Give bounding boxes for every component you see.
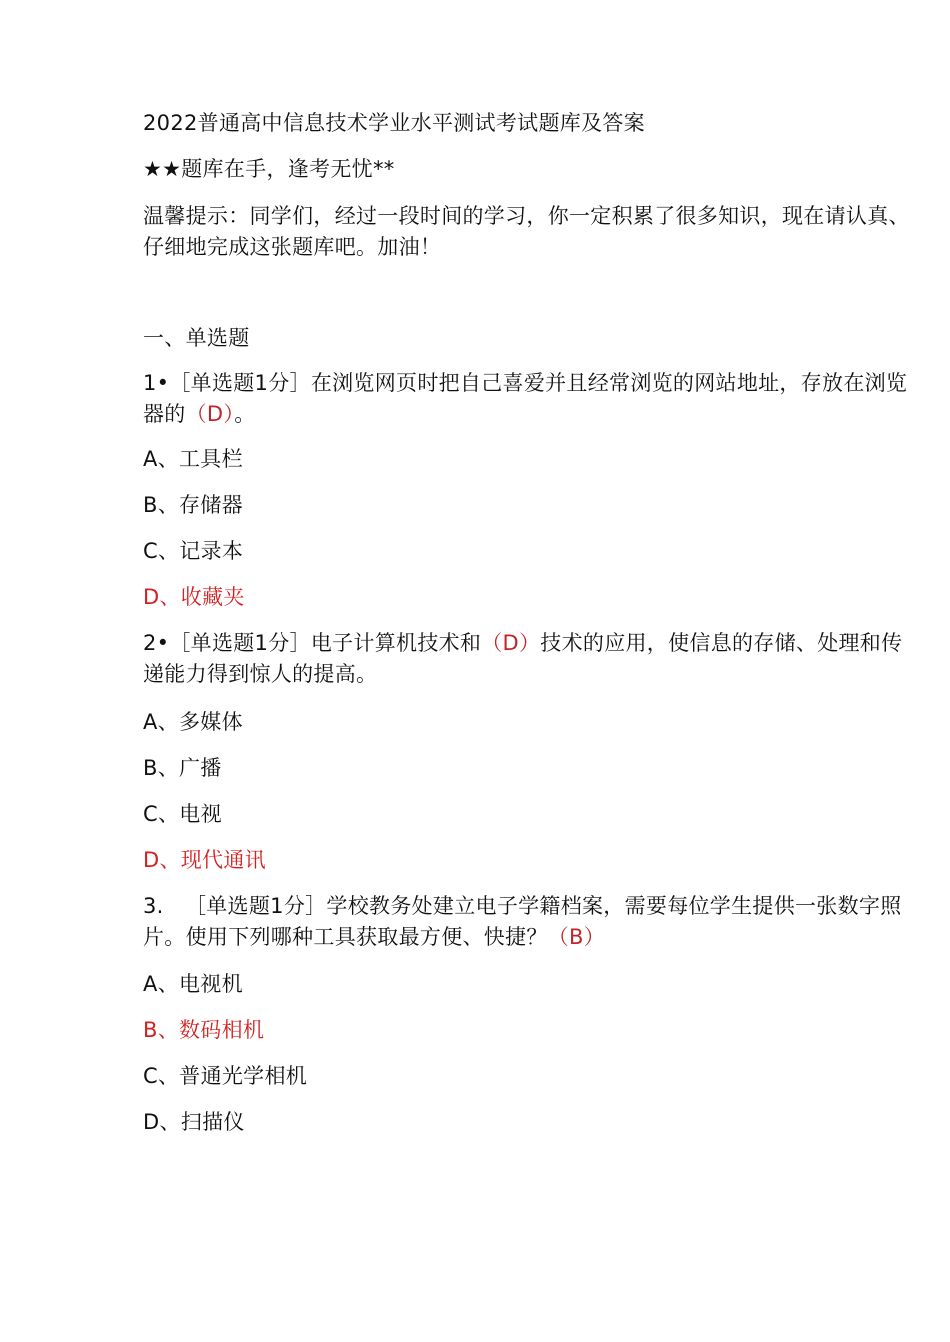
question-2-stem <box>143 628 923 690</box>
answer-mark: （D） <box>481 631 541 655</box>
option-item: B、存储器 <box>143 493 243 517</box>
question-text: ［单选题1分］学校教务处建立电子学籍档案，需要每位学生提供一张数字照片。使用下列哪种工具获取最方便、快捷？ <box>143 894 902 949</box>
option-item: A、工具栏 <box>143 447 243 471</box>
question-text: ［单选题1分］在浏览网页时把自己喜爱并且经常浏览的网站地址，存放在浏览器的 <box>143 371 908 426</box>
option-item: C、电视 <box>143 802 222 826</box>
option-item: D、扫描仪 <box>143 1110 245 1134</box>
question-number: 3. <box>143 894 164 918</box>
option-item: A、电视机 <box>143 972 243 996</box>
tip-text: 温馨提示：同学们，经过一段时间的学习，你一定积累了很多知识，现在请认真、仔细地完成这张题库吧。加油！ <box>143 204 910 259</box>
answer-mark: （D） <box>185 402 235 426</box>
question-text-end: 技术的应用，使信息的存储、处理和传递能力得到惊人的提高。 <box>143 631 903 686</box>
question-text-end: 。 <box>234 402 256 426</box>
question-number: 2• <box>143 631 170 655</box>
document-title: 2022普通高中信息技术学业水平测试考试题库及答案 <box>143 111 645 135</box>
question-text: ［单选题1分］电子计算机技术和 <box>169 631 482 655</box>
question-1-stem <box>143 368 923 430</box>
correct-option: D、收藏夹 <box>143 585 245 609</box>
option-item: C、普通光学相机 <box>143 1064 308 1088</box>
question-number: 1• <box>143 371 170 395</box>
option-item: B、广播 <box>143 756 222 780</box>
correct-option: D、现代通讯 <box>143 848 266 872</box>
slogan: ★★题库在手，逢考无忧** <box>143 157 395 181</box>
option-item: C、记录本 <box>143 539 244 563</box>
question-3-stem <box>143 891 923 953</box>
correct-option: B、数码相机 <box>143 1018 265 1042</box>
section-heading: 一、单选题 <box>143 326 250 350</box>
answer-mark: （B） <box>547 925 606 949</box>
option-item: A、多媒体 <box>143 710 243 734</box>
